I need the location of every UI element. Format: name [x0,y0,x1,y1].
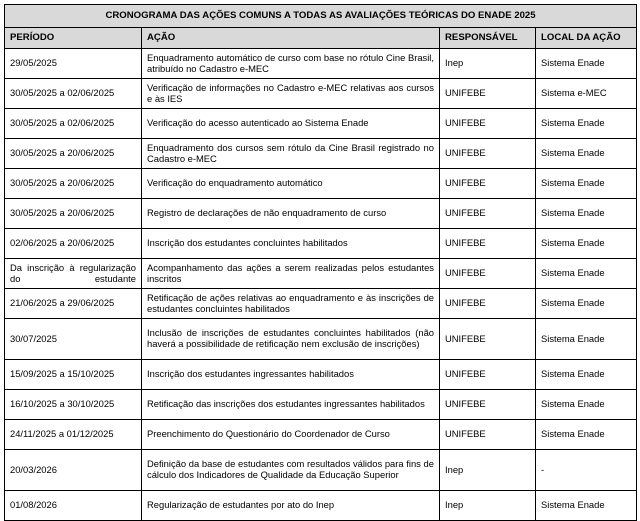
cell-responsavel: UNIFEBE [440,139,536,169]
cell-acao: Inscrição dos estudantes concluintes habilitados [142,229,440,259]
cell-periodo: 29/05/2025 [5,49,142,79]
table-row [5,49,637,79]
cell-local: Sistema Enade [536,289,637,319]
cell-responsavel: UNIFEBE [440,229,536,259]
table-row [5,360,637,390]
header-local: LOCAL DA AÇÃO [536,28,637,49]
cell-responsavel: UNIFEBE [440,109,536,139]
schedule-table [4,4,637,521]
cell-local: Sistema Enade [536,491,637,521]
cell-periodo: 16/10/2025 a 30/10/2025 [5,390,142,420]
header-acao: AÇÃO [142,28,440,49]
table-row [5,450,637,491]
table-row [5,319,637,360]
cell-responsavel: UNIFEBE [440,420,536,450]
table-row [5,491,637,521]
cell-acao: Retificação de ações relativas ao enquadramento e às inscrições de estudantes concluintes habilitados [142,289,440,319]
cell-local: Sistema Enade [536,319,637,360]
cell-periodo: 30/05/2025 a 02/06/2025 [5,109,142,139]
cell-responsavel: UNIFEBE [440,79,536,109]
cell-periodo: 30/05/2025 a 20/06/2025 [5,139,142,169]
cell-acao: Enquadramento dos cursos sem rótulo da Cine Brasil registrado no Cadastro e-MEC [142,139,440,169]
cell-local: Sistema Enade [536,390,637,420]
cell-local: Sistema Enade [536,139,637,169]
cell-acao: Preenchimento do Questionário do Coordenador de Curso [142,420,440,450]
cell-acao: Acompanhamento das ações a serem realizadas pelos estudantes inscritos [142,259,440,289]
cell-periodo: 02/06/2025 a 20/06/2025 [5,229,142,259]
table-row [5,289,637,319]
cell-acao: Enquadramento automático de curso com base no rótulo Cine Brasil, atribuído no Cadastro e-MEC [142,49,440,79]
cell-responsavel: UNIFEBE [440,360,536,390]
cell-responsavel: Inep [440,49,536,79]
cell-responsavel: UNIFEBE [440,289,536,319]
table-row [5,169,637,199]
cell-local: Sistema Enade [536,109,637,139]
cell-local: Sistema Enade [536,259,637,289]
cell-periodo: 20/03/2026 [5,450,142,491]
header-periodo: PERÍODO [5,28,142,49]
cell-periodo: 30/07/2025 [5,319,142,360]
table-row [5,109,637,139]
cell-acao: Registro de declarações de não enquadramento de curso [142,199,440,229]
cell-responsavel: UNIFEBE [440,169,536,199]
cell-acao: Definição da base de estudantes com resultados válidos para fins de cálculo dos Indicadores de Qualidade da Educação Superior [142,450,440,491]
cell-local: Sistema Enade [536,420,637,450]
cell-local: Sistema Enade [536,229,637,259]
cell-responsavel: UNIFEBE [440,319,536,360]
cell-local: Sistema Enade [536,49,637,79]
cell-responsavel: UNIFEBE [440,390,536,420]
cell-acao: Verificação de informações no Cadastro e-MEC relativas aos cursos e às IES [142,79,440,109]
cell-periodo: 15/09/2025 a 15/10/2025 [5,360,142,390]
cell-acao: Inclusão de inscrições de estudantes concluintes habilitados (não haverá a possibilidade de retificação nem exclusão de inscrições) [142,319,440,360]
table-row [5,139,637,169]
cell-responsavel: Inep [440,450,536,491]
cell-periodo: Da inscrição à regularização do estudante [5,259,142,289]
table-row [5,259,637,289]
cell-local: - [536,450,637,491]
cell-acao: Regularização de estudantes por ato do Inep [142,491,440,521]
cell-acao: Verificação do acesso autenticado ao Sistema Enade [142,109,440,139]
cell-acao: Retificação das inscrições dos estudantes ingressantes habilitados [142,390,440,420]
cell-acao: Inscrição dos estudantes ingressantes habilitados [142,360,440,390]
table-row [5,79,637,109]
cell-local: Sistema e-MEC [536,79,637,109]
cell-responsavel: UNIFEBE [440,259,536,289]
cell-local: Sistema Enade [536,169,637,199]
cell-periodo: 01/08/2026 [5,491,142,521]
table-row [5,390,637,420]
cell-periodo: 30/05/2025 a 20/06/2025 [5,199,142,229]
table-title: CRONOGRAMA DAS AÇÕES COMUNS A TODAS AS AVALIAÇÕES TEÓRICAS DO ENADE 2025 [5,5,637,28]
header-responsavel: RESPONSÁVEL [440,28,536,49]
cell-periodo: 30/05/2025 a 20/06/2025 [5,169,142,199]
cell-acao: Verificação do enquadramento automático [142,169,440,199]
cell-local: Sistema Enade [536,199,637,229]
schedule-table-wrapper [4,4,637,521]
table-row [5,420,637,450]
cell-periodo: 24/11/2025 a 01/12/2025 [5,420,142,450]
cell-responsavel: Inep [440,491,536,521]
cell-responsavel: UNIFEBE [440,199,536,229]
cell-periodo: 21/06/2025 a 29/06/2025 [5,289,142,319]
table-row [5,229,637,259]
table-row [5,199,637,229]
cell-periodo: 30/05/2025 a 02/06/2025 [5,79,142,109]
cell-local: Sistema Enade [536,360,637,390]
